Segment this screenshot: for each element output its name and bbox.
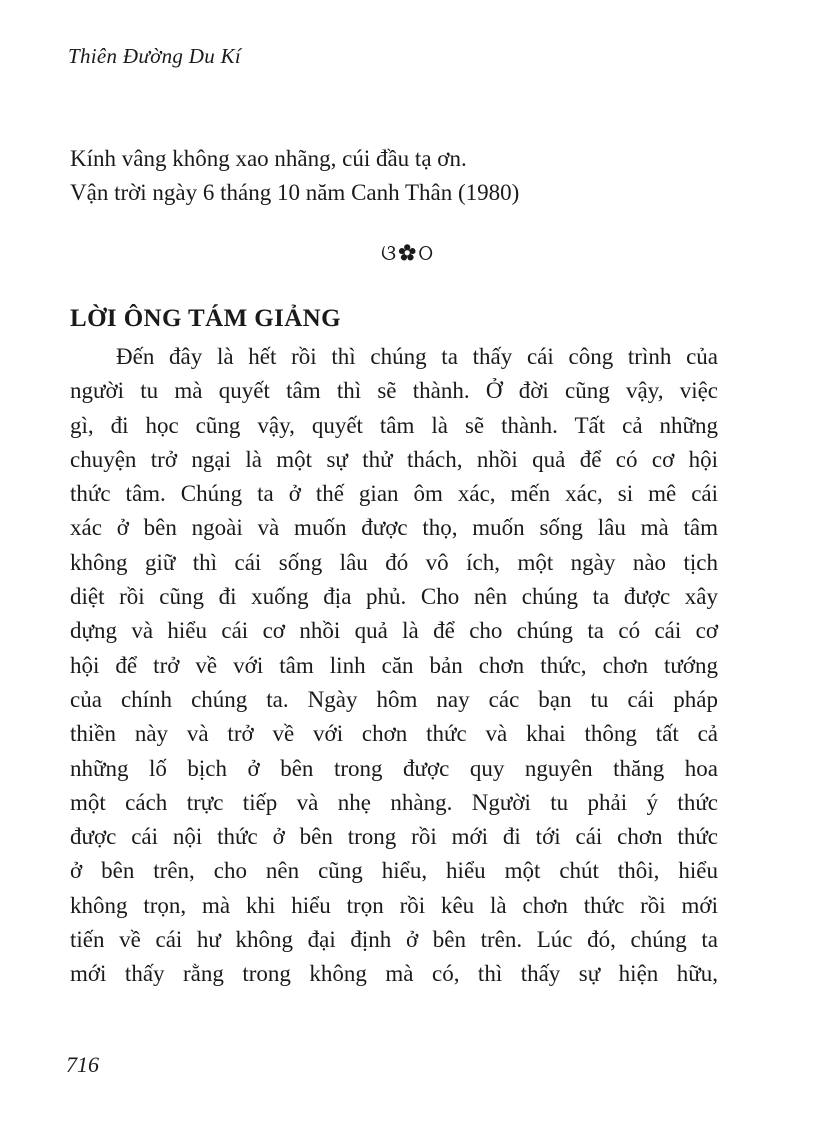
body-line: xác ở bên ngoài và muốn được thọ, muốn sống lâu mà tâm: [70, 515, 718, 541]
page-number: 716: [66, 1052, 99, 1077]
body-line: chuyện trở ngại là một sự thử thách, nhồi quả để có cơ hội: [70, 446, 718, 472]
flower-ornament-icon: ✿: [398, 240, 419, 265]
right-flourish-icon: ଠ: [418, 240, 436, 265]
body-line: tiến về cái hư không đại định ở bên trên. Lúc đó, chúng ta: [70, 927, 718, 953]
body-line: ở bên trên, cho nên cũng hiểu, hiểu một chút thôi, hiểu: [70, 858, 718, 884]
body-line: được cái nội thức ở bên trong rồi mới đi tới cái chơn thức: [70, 824, 718, 850]
closing-line-1: Kính vâng không xao nhãng, cúi đầu tạ ơn.: [70, 146, 467, 171]
closing-block: [70, 142, 519, 210]
ornament-divider: [0, 240, 816, 266]
left-flourish-icon: ଓ: [380, 240, 399, 265]
body-line: những lố bịch ở bên trong được quy nguyên thăng hoa: [70, 755, 718, 781]
body-line: một cách trực tiếp và nhẹ nhàng. Người tu phải ý thức: [70, 789, 718, 815]
body-line: dựng và hiểu cái cơ nhồi quả là để cho chúng ta có cái cơ: [70, 618, 718, 644]
body-line: gì, đi học cũng vậy, quyết tâm là sẽ thành. Tất cả những: [70, 412, 718, 438]
body-line: không giữ thì cái sống lâu đó vô ích, một ngày nào tịch: [70, 549, 718, 575]
body-line: mới thấy rằng trong không mà có, thì thấy sự hiện hữu,: [70, 961, 718, 987]
body-line: người tu mà quyết tâm thì sẽ thành. Ở đời cũng vậy, việc: [70, 378, 718, 404]
body-line: hội để trở về với tâm linh căn bản chơn thức, chơn tướng: [70, 652, 718, 678]
running-header-title: Thiên Đường Du Kí: [68, 44, 242, 68]
body-line: không trọn, mà khi hiểu trọn rồi kêu là chơn thức rồi mới: [70, 892, 718, 918]
section-body: [70, 340, 718, 992]
body-line: thiền này và trở về với chơn thức và khai thông tất cả: [70, 721, 718, 747]
section-heading: LỜI ÔNG TÁM GIẢNG: [70, 305, 341, 332]
body-line: của chính chúng ta. Ngày hôm nay các bạn tu cái pháp: [70, 686, 718, 712]
body-line: Đến đây là hết rồi thì chúng ta thấy cái công trình của: [116, 344, 718, 369]
closing-line-2: Vận trời ngày 6 tháng 10 năm Canh Thân (1980): [70, 180, 520, 205]
body-line: diệt rồi cũng đi xuống địa phủ. Cho nên chúng ta được xây: [70, 584, 718, 610]
body-line: thức tâm. Chúng ta ở thế gian ôm xác, mến xác, si mê cái: [70, 481, 718, 507]
